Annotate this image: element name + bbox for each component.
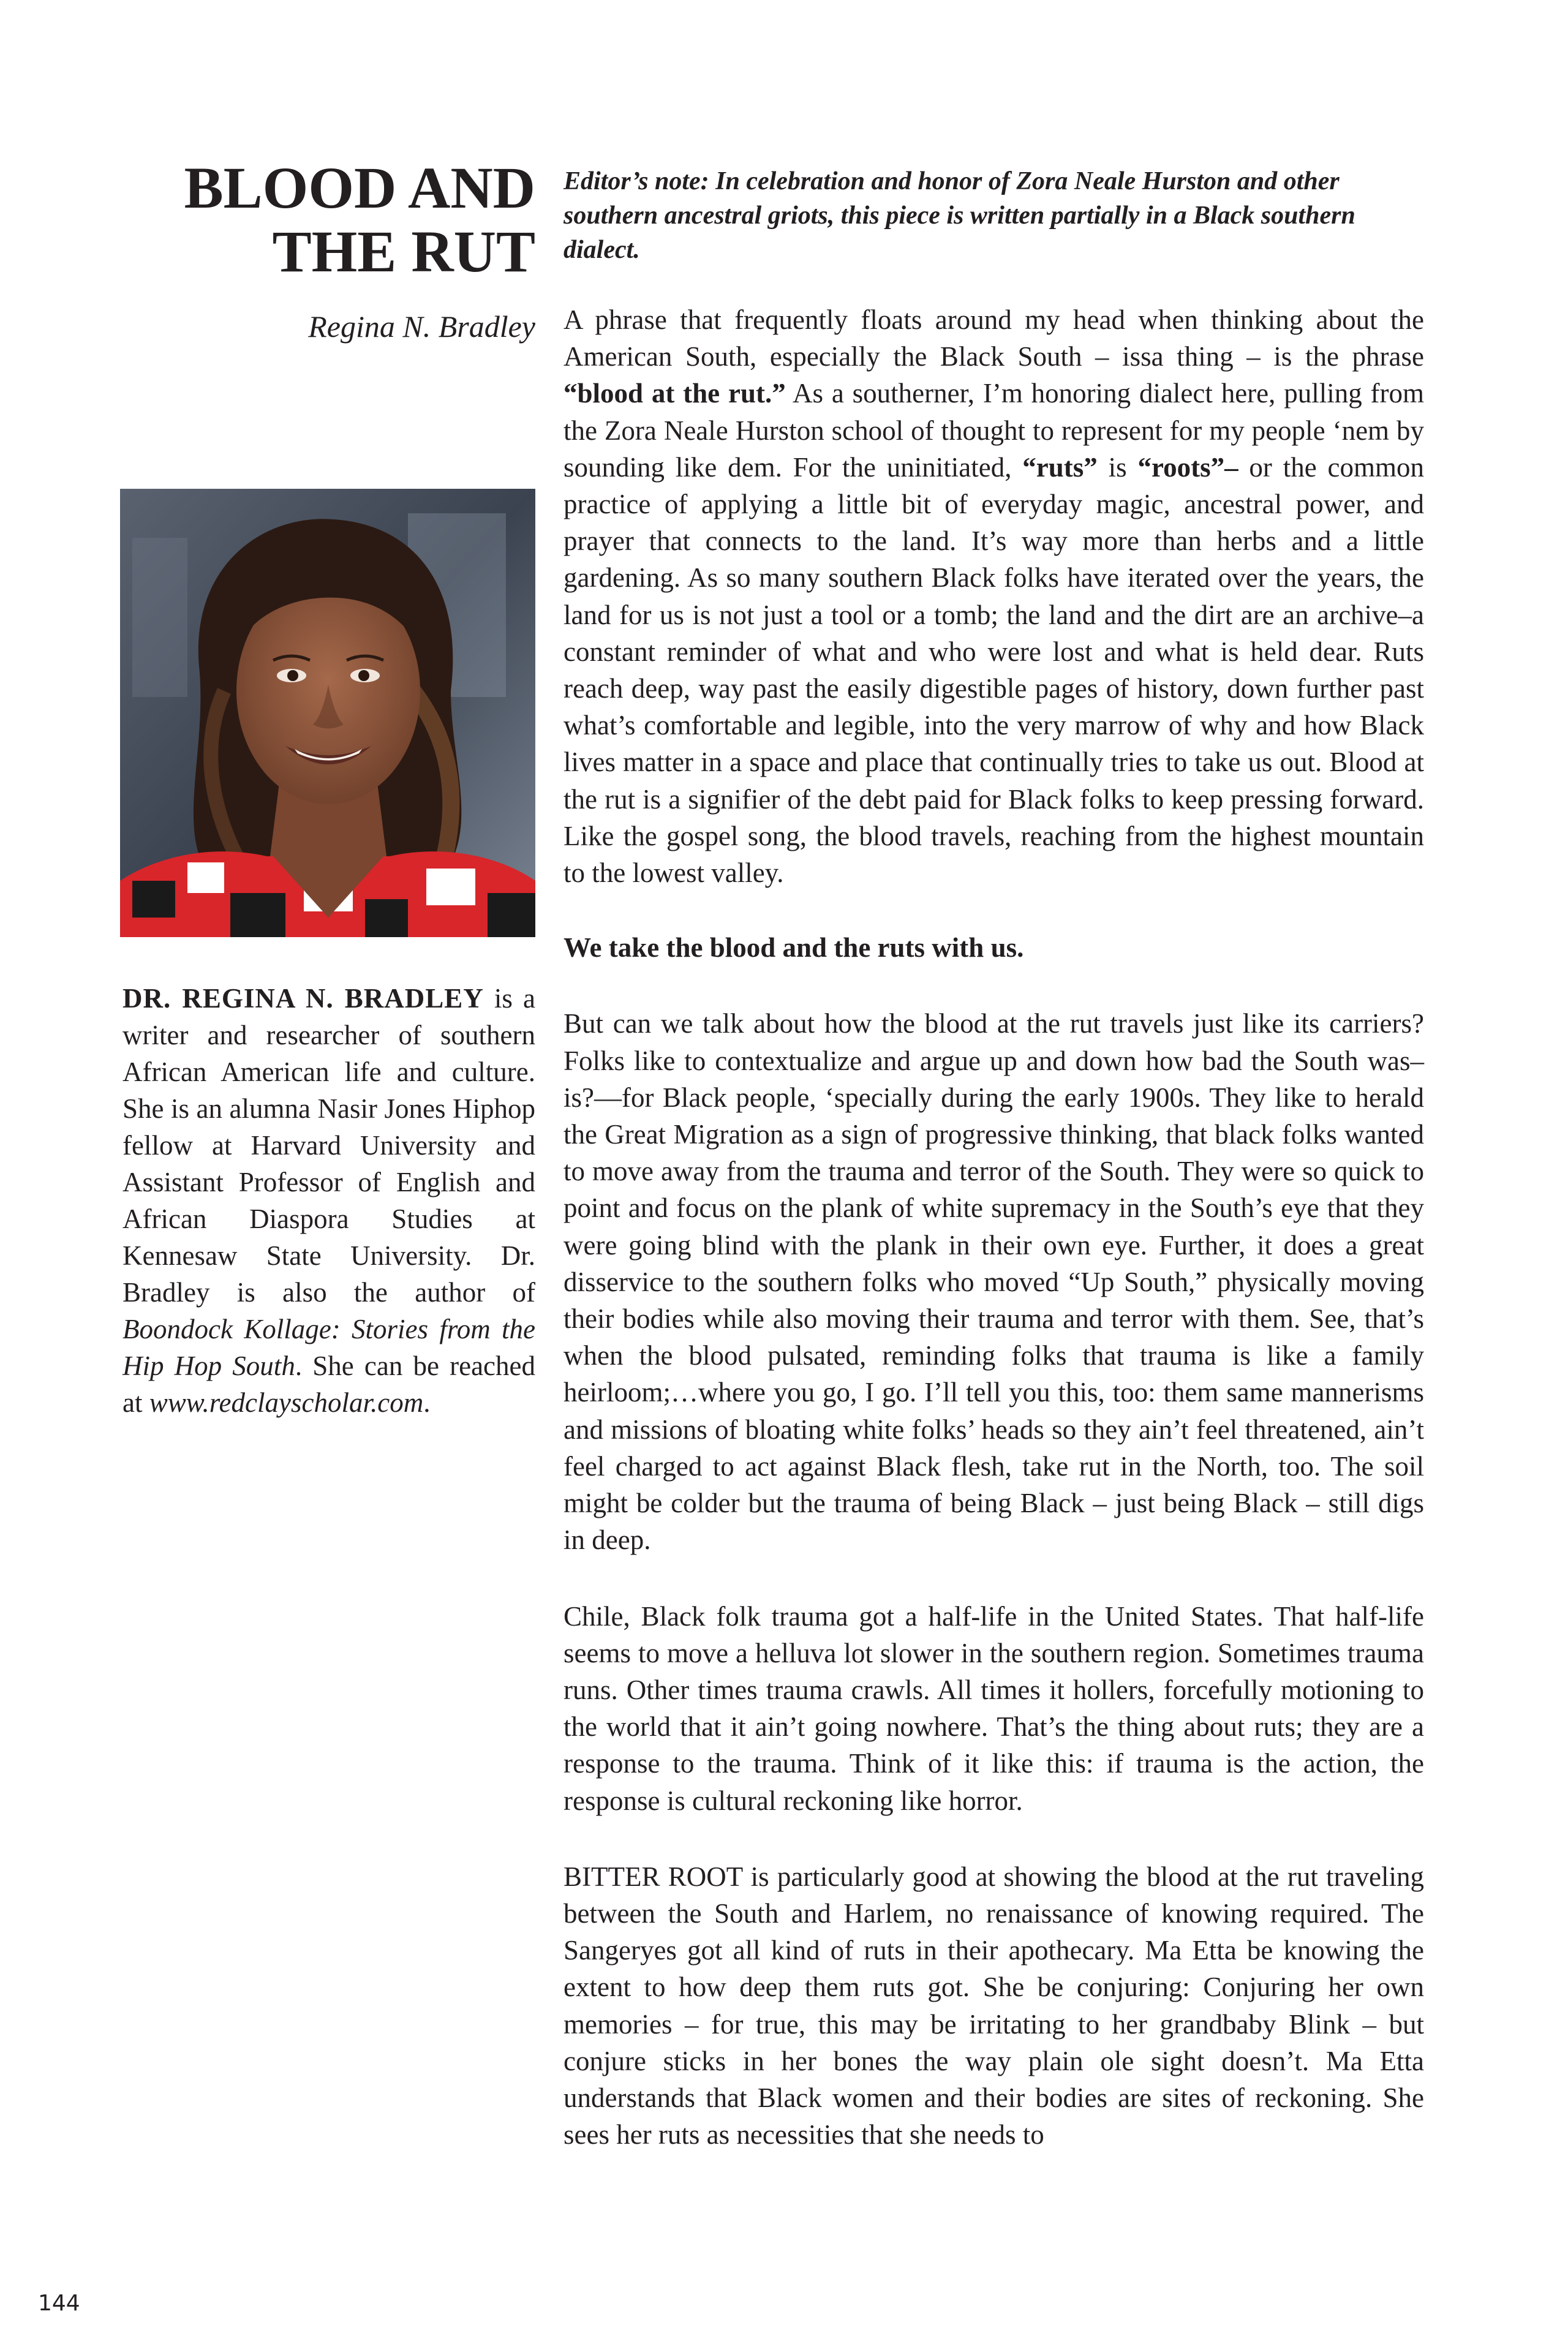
paragraph-3: But can we talk about how the blood at the rut travels just like its carriers? Folks like to contextualize and argue up and down how bad the South was–is?—for Black people, ‘specially during the early 1900s. They like to herald the Great Migration as a sign of progressive thinking, that black folks wanted to move away from the trauma and terror of the South. They were so quick to point and focus on the plank of white supremacy in the South’s eye that they were going blind with the plank in their own eye. Further, it does a great disservice to the southern folks who moved “Up South,” physically moving their bodies while also moving their trauma and terror with them. See, that’s when the blood pulsated, reminding folks that trauma is like a family heirloom;…where you go, I go. I’ll tell you this, too: them same mannerisms and missions of bloating white folks’ heads so they ain’t feel threatened, ain’t feel charged to act against Black flesh, take rut in the North, too. The soil might be colder but the trauma of being Black – just being Black – still digs in deep. [564, 1008, 1424, 1556]
title-block [120, 156, 535, 345]
author-photo [120, 489, 535, 937]
p1-text-e: is [1097, 451, 1138, 483]
title-line-2: THE RUT [272, 219, 535, 284]
bio-website: www.redclayscholar.com [149, 1387, 424, 1418]
paragraph-4: Chile, Black folk trauma got a half-life in the United States. That half-life seems to move a helluva lot slower in the southern region. Sometimes trauma runs. Other times trauma crawls. All times it hollers, forcefully motioning to the world that it ain’t going nowhere. That’s the thing about ruts; they are a response to the trauma. Think of it like this: if trauma is the action, the response is cultural reckoning like horror. [564, 1600, 1424, 1816]
page-number: 144 [38, 2291, 80, 2316]
title-line-1: BLOOD AND [184, 155, 535, 221]
p1-bold-blood-at-the-rut: “blood at the rut.” [564, 378, 786, 409]
paragraph-5: BITTER ROOT is particularly good at showing the blood at the rut traveling between the South and Harlem, no renaissance of knowing required. The Sangeryes got all kind of ruts in their apothecary. Ma Etta be knowing the extent to how deep them ruts got. She be conjuring: Conjuring her own memories – for true, this may be irritating to her grandbaby Blink – but conjure sticks in her bones the way plain ole sight doesn’t. Ma Etta understands that Black women and their bodies are sites of reckoning. She sees her ruts as necessities that she needs to [564, 1861, 1424, 2150]
article-body [564, 164, 1424, 2153]
bio-author-name: DR. REGINA N. BRADLEY [123, 983, 484, 1014]
bio-text-2: . She can be reached at [123, 1351, 535, 1418]
editor-note: Editor’s note: In celebration and honor of Zora Neale Hurston and other southern ancestral griots, this piece is written partially in a Black southern dialect. [564, 167, 1355, 264]
p1-bold-ruts: “ruts” [1022, 451, 1098, 483]
article-title [120, 156, 535, 284]
bio-text-3: . [423, 1387, 431, 1418]
p1-text-c: As a southerner, I’m honoring dialect here, pulling from the Zora Neale Hurston school of thought to represent for my people ‘nem by sounding like dem. For the uninitiated, [564, 378, 1424, 483]
paragraph-2-subheading: We take the blood and the ruts with us. [564, 932, 1024, 963]
author-bio [123, 980, 535, 1421]
bio-book-title: Boondock Kollage: Stories from the Hip Hop South [123, 1314, 535, 1381]
byline: Regina N. Bradley [308, 309, 535, 344]
bio-text-1: is a writer and researcher of southern African American life and culture. She is an alumna Nasir Jones Hiphop fellow at Harvard University and Assistant Professor of English and African Diaspora Studies at Kennesaw State University. Dr. Bradley is also the author of [123, 983, 535, 1308]
p1-text-g: or the common practice of applying a little bit of everyday magic, ancestral power, and prayer that connects to the land. It’s way more than herbs and a little gardening. As so many southern Black folks have iterated over the years, the land for us is not just a tool or a tomb; the land and the dirt are an archive–a constant reminder of what and who were lost and what is held dear. Ruts reach deep, way past the easily digestible pages of history, down further past what’s comfortable and legible, into the very marrow of why and how Black lives matter in a space and place that continually tries to take us out. Blood at the rut is a signifier of the debt paid for Black folks to keep pressing forward. Like the gospel song, the blood travels, reaching from the highest mountain to the lowest valley. [564, 451, 1424, 889]
p1-bold-roots: “roots”– [1137, 451, 1238, 483]
paragraph-1 [564, 301, 1424, 891]
p1-text-a: A phrase that frequently floats around my head when thinking about the American South, especially the Black South – issa thing – is the phrase [564, 304, 1424, 372]
